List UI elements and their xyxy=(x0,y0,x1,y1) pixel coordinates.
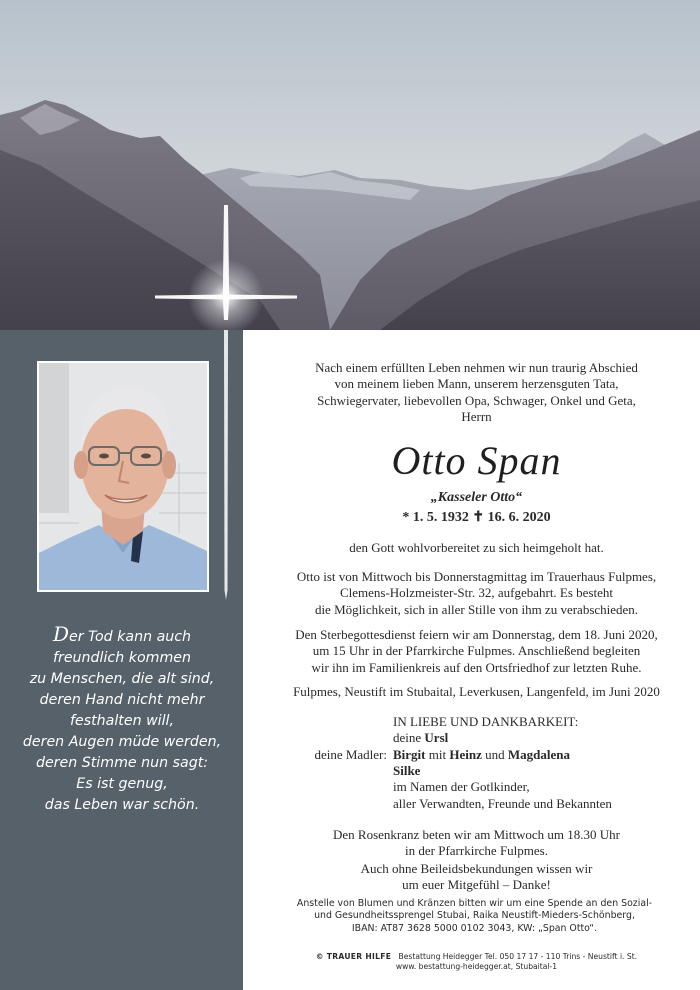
paragraph-line: in der Pfarrkirche Fulpmes. xyxy=(405,843,548,859)
footer-website: www. bestattung-heidegger.at, Stubaital-1 xyxy=(395,962,558,971)
poem-line: zu Menschen, die alt sind, xyxy=(29,671,215,687)
intro-line: Nach einem erfüllten Leben nehmen wir nun traurig Abschied xyxy=(315,360,638,375)
paragraph-line: wir ihn im Familienkreis auf den Ortsfriedhof zur letzten Ruhe. xyxy=(311,659,642,675)
poem-line: Der Tod kann auch xyxy=(52,622,192,646)
poem-line: deren Augen müde werden, xyxy=(22,734,222,750)
family-row: im Namen der Gotlkinder, xyxy=(393,779,530,795)
intro-line: von meinem lieben Mann, unserem herzensguten Tata, xyxy=(334,376,619,392)
family-name: Ursl xyxy=(424,730,449,746)
family-name: Heinz xyxy=(449,746,482,762)
poem-line: festhalten will, xyxy=(69,713,175,729)
family-row-madler xyxy=(314,746,570,763)
footer-credits xyxy=(263,952,690,972)
footer-line xyxy=(263,952,690,962)
donation-line: IBAN: AT87 3628 5000 0102 3043, KW: „Span Otto“. xyxy=(351,922,598,934)
paragraph-line: um 15 Uhr in der Pfarrkirche Fulpmes. Anschließend begleiten xyxy=(312,643,641,659)
donation-line: Anstelle von Blumen und Kränzen bitten wir um eine Spende an den Sozial- xyxy=(296,898,653,909)
announcement-paragraph xyxy=(263,540,690,556)
family-row: aller Verwandten, Freunde und Bekannten xyxy=(393,795,612,811)
rosary-paragraph xyxy=(263,827,690,860)
life-dates: * 1. 5. 1932 ✝ 16. 6. 2020 xyxy=(402,510,551,525)
poem xyxy=(8,624,236,816)
paragraph-line: Auch ohne Beileidsbekundungen wissen wir xyxy=(360,861,593,876)
deceased-name: Otto Span xyxy=(391,438,562,483)
family-name: Silke xyxy=(393,762,421,778)
place-date: Fulpmes, Neustift im Stubaital, Leverkusen, Langenfeld, im Juni 2020 xyxy=(293,684,660,699)
family-prefix: deine xyxy=(393,730,422,746)
family-label: deine Madler: xyxy=(314,746,387,762)
intro-line: Herrn xyxy=(461,408,492,424)
donation-line: und Gesundheitssprengel Stubai, Raika Neustift-Mieders-Schönberg, xyxy=(314,910,635,922)
family-connector: mit xyxy=(428,746,447,762)
poem-line: Es ist genug, xyxy=(76,776,168,792)
intro-line: Schwiegervater, liebevollen Opa, Schwager, Onkel und Geta, xyxy=(317,392,636,408)
poem-line: das Leben war schön. xyxy=(44,797,200,813)
family-row xyxy=(393,763,420,779)
family-name: Birgit xyxy=(393,746,426,762)
mountain-landscape-image xyxy=(0,0,700,330)
paragraph-line: den Gott wohlvorbereitet zu sich heimgeholt hat. xyxy=(349,540,604,555)
footer-contact: Bestattung Heidegger Tel. 050 17 17 - 110 Trins - Neustift i. St. xyxy=(398,952,638,961)
family-row-wife xyxy=(393,730,448,746)
poem-line: deren Hand nicht mehr xyxy=(39,692,205,708)
brand-logo-text: © TRAUER HILFE xyxy=(315,952,392,961)
family-heading: IN LIEBE UND DANKBARKEIT: xyxy=(393,714,579,729)
nickname: „Kasseler Otto“ xyxy=(430,490,523,505)
family-name: Magdalena xyxy=(507,746,570,762)
poem-line: deren Stimme nun sagt: xyxy=(35,755,209,771)
obituary-text-panel xyxy=(243,330,700,990)
paragraph-line: um euer Mitgefühl – Danke! xyxy=(402,877,551,893)
paragraph-line: Den Sterbegottesdienst feiern wir am Donnerstag, dem 18. Juni 2020, xyxy=(295,627,658,642)
donation-note xyxy=(263,898,686,935)
portrait-photo xyxy=(37,361,209,592)
paragraph-line: die Möglichkeit, sich in aller Stille von ihm zu verabschieden. xyxy=(314,601,639,617)
funeral-service-paragraph xyxy=(263,627,690,676)
paragraph-line: Otto ist von Mittwoch bis Donnerstagmittag im Trauerhaus Fulpmes, xyxy=(296,569,657,584)
viewing-paragraph xyxy=(263,569,690,618)
paragraph-line: Den Rosenkranz beten wir am Mittwoch um 18.30 Uhr xyxy=(332,827,621,842)
intro-text xyxy=(263,360,690,425)
paragraph-line: Clemens-Holzmeister-Str. 32, aufgebahrt. Es besteht xyxy=(339,585,614,601)
thanks-paragraph xyxy=(263,861,690,894)
family-connector: und xyxy=(485,746,505,762)
poem-line: freundlich kommen xyxy=(53,650,191,666)
